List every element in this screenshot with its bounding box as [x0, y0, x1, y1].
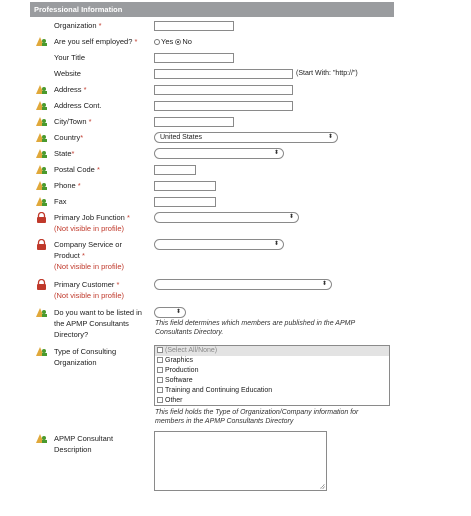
edit-person-icon[interactable] — [35, 307, 48, 318]
option-training[interactable]: Training and Continuing Education — [155, 386, 389, 396]
primary-customer-select[interactable] — [154, 279, 332, 290]
website-input[interactable] — [154, 69, 293, 79]
select-arrows-icon: ⬍ — [175, 309, 181, 315]
self-employed-radios — [154, 36, 192, 47]
fax-input[interactable] — [154, 197, 216, 207]
select-arrows-icon: ⬍ — [273, 150, 279, 156]
state-select[interactable] — [154, 148, 284, 159]
lock-icon — [35, 279, 48, 290]
website-hint: (Start With: "http://") — [296, 70, 358, 77]
consulting-type-hint: This field holds the Type of Organization/Company information for members in the APMP Consultants Directory — [155, 409, 359, 425]
website-label: Website — [54, 69, 81, 78]
primary-customer-label: Primary Customer * (Not visible in profile) — [54, 280, 125, 300]
edit-person-icon[interactable] — [35, 36, 48, 47]
edit-person-icon[interactable] — [35, 346, 48, 357]
address-label: Address * — [54, 85, 87, 94]
country-label: Country* — [54, 133, 84, 142]
edit-person-icon[interactable] — [35, 116, 48, 127]
consultants-listing-select[interactable] — [154, 307, 186, 318]
option-production[interactable]: Production — [155, 366, 389, 376]
company-service-select[interactable] — [154, 239, 284, 250]
edit-person-icon[interactable] — [35, 164, 48, 175]
option-other[interactable]: Other — [155, 396, 389, 406]
phone-label: Phone * — [54, 181, 81, 190]
not-visible-note: (Not visible in profile) — [54, 224, 125, 233]
edit-person-icon[interactable] — [35, 433, 48, 444]
address-input[interactable] — [154, 85, 293, 95]
not-visible-note: (Not visible in profile) — [54, 291, 125, 300]
edit-person-icon[interactable] — [35, 84, 48, 95]
select-arrows-icon: ⬍ — [273, 241, 279, 247]
consultants-listing-label: Do you want to be listed in the APMP Consultants Directory? — [54, 308, 142, 339]
edit-person-icon[interactable] — [35, 196, 48, 207]
postal-code-input[interactable] — [154, 165, 196, 175]
edit-person-icon[interactable] — [35, 180, 48, 191]
consultant-description-label: APMP Consultant Description — [54, 434, 114, 454]
self-employed-label: Are you self employed? * — [54, 37, 138, 46]
address-cont-label: Address Cont. — [54, 101, 102, 110]
primary-job-function-select[interactable] — [154, 212, 299, 223]
resize-handle-icon[interactable] — [320, 484, 325, 489]
city-label: City/Town * — [54, 117, 92, 126]
select-arrows-icon: ⬍ — [321, 281, 327, 287]
organization-label: Organization * — [54, 21, 102, 30]
consulting-type-listbox[interactable] — [154, 345, 390, 406]
primary-job-function-label: Primary Job Function * (Not visible in profile) — [54, 213, 130, 233]
consultant-description-textarea[interactable] — [154, 431, 327, 491]
radio-no-label: No — [182, 37, 192, 46]
postal-code-label: Postal Code * — [54, 165, 100, 174]
address-cont-input[interactable] — [154, 101, 293, 111]
organization-input[interactable] — [154, 21, 234, 31]
company-service-label: Company Service or Product * (Not visible in profile) — [54, 240, 125, 271]
country-select[interactable]: United States ⬍ — [154, 132, 338, 143]
consulting-type-label: Type of Consulting Organization — [54, 347, 117, 367]
your-title-label: Your Title — [54, 53, 85, 62]
section-header: Professional Information — [30, 2, 394, 17]
city-input[interactable] — [154, 117, 234, 127]
option-software[interactable]: Software — [155, 376, 389, 386]
state-label: State* — [54, 149, 75, 158]
lock-icon — [35, 212, 48, 223]
your-title-input[interactable] — [154, 53, 234, 63]
edit-person-icon[interactable] — [35, 100, 48, 111]
not-visible-note: (Not visible in profile) — [54, 262, 125, 271]
edit-person-icon[interactable] — [35, 132, 48, 143]
select-arrows-icon: ⬍ — [288, 214, 294, 220]
select-arrows-icon: ⬍ — [327, 134, 333, 140]
radio-yes[interactable] — [154, 39, 160, 45]
option-graphics[interactable]: Graphics — [155, 356, 389, 366]
lock-icon — [35, 239, 48, 250]
edit-person-icon[interactable] — [35, 148, 48, 159]
radio-no[interactable] — [175, 39, 181, 45]
option-select-all[interactable]: (Select All/None) — [155, 346, 389, 356]
consultants-listing-hint: This field determines which members are published in the APMP Consultants Directory. — [155, 320, 356, 336]
phone-input[interactable] — [154, 181, 216, 191]
radio-yes-label: Yes — [161, 37, 174, 46]
fax-label: Fax — [54, 197, 67, 206]
